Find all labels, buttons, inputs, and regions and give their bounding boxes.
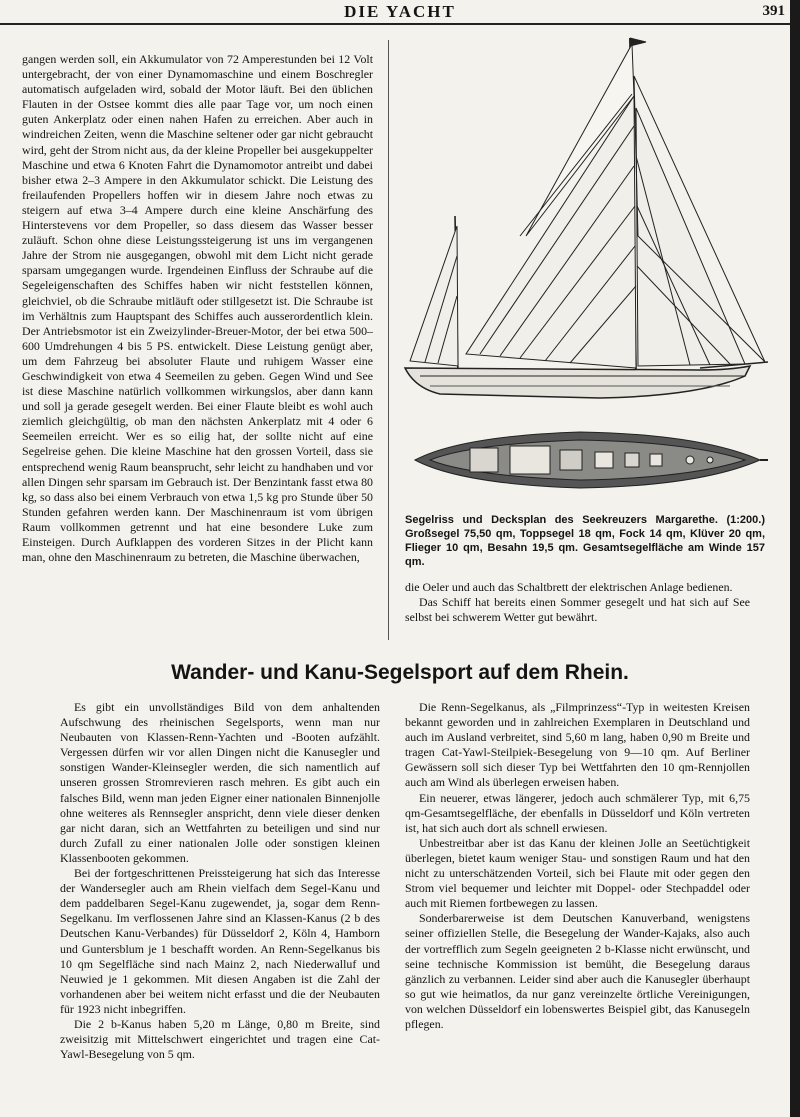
paragraph: Ein neuerer, etwas längerer, jedoch auch schmälerer Typ, mit 6,75 qm-Gesamtsegelfläche, der ebenfalls in Düsseldorf und Köln vertreten ist, hat sich auch dort als schnell erwiesen. <box>405 790 750 835</box>
article-title: Wander- und Kanu-Segelsport auf dem Rhein. <box>171 661 629 684</box>
article-right-column <box>405 700 750 1032</box>
column-divider <box>388 40 389 640</box>
scan-edge <box>790 0 800 1117</box>
paragraph: Unbestreitbar aber ist das Kanu der kleinen Jolle an Seetüchtigkeit überlegen, bietet kaum weniger Stau- und sonstigen Raum und hat den nicht zu unterschätzenden Vorteil, sich bei Flaute mit oder gegen den Strom viel bequemer und leichter mit Doppel- oder Stechpaddel oder auch mit Riemen fortbewegen zu lassen. <box>405 835 750 911</box>
sail-plan <box>400 36 770 406</box>
paragraph: die Oeler und auch das Schaltbrett der elektrischen Anlage bedienen. <box>405 580 733 594</box>
caption-scale: (1:200.) <box>726 514 765 526</box>
paragraph: Das Schiff hat bereits einen Sommer gesegelt und hat sich auf See selbst bei schwerem Wetter gut bewährt. <box>405 595 750 625</box>
paragraph: Sonderbarerweise ist dem Deutschen Kanuverband, wenigstens seiner offiziellen Stelle, die Besegelung der Wander-Kajaks, also auch der vortrefflich zum Segeln geeigneten 2 b-Klasse nicht erwünscht, und seine technische Kommission ist bemüht, die Besegelung daraus gänzlich zu verbannen. Leider sind aber auch die Kanusegler überhaupt so gut wie heimatlos, da nur ganz vereinzelte örtliche Vereinigungen, von welchen Düsseldorf ein lobenswertes Beispiel gibt, das Kanusegeln pflegen. <box>405 911 750 1031</box>
upper-right-column <box>405 580 750 625</box>
running-title: DIE YACHT <box>344 2 456 21</box>
paragraph: gangen werden soll, ein Akkumulator von 72 Amperestunden bei 12 Volt untergebracht, der von einer Dynamomaschine und einem Boschregler automatisch aufgeladen wird, sobald der Motor läuft. Bei den üblichen Flauten in der Ostsee kommt dies alle paar Tage vor, um noch einen guten Ankerplatz oder einen nahen Hafen zu erreichen. Aber auch in windreichen Zeiten, wenn die Maschine seltener oder gar nicht gebraucht wird, geht der Strom nicht aus, da der kleine Propeller bei ausgekuppelter Maschine und etwa 6 Knoten Fahrt die Dynamomotor antreibt und dabei bisher etwa 2–3 Ampere in den Akkumulator schickt. Die Leistung des freilaufenden Propellers hoffen wir in diesem Jahre noch etwas zu steigern auf etwa 3–4 Ampere durch eine kleine Anschärfung des Hinterstevens vor dem Propeller, so dass diesem das Wasser besser zuläuft. Schon ohne diese Leistungssteigerung ist uns im vergangenen Jahre der Strom nie ausgegangen, obwohl mit dem Licht nicht gerade sparsam umgegangen wurde. Irgendeinen Einfluss der Schraube auf die Segeleigenschaften des Schiffes haben wir nicht feststellen können, gleichviel, ob die Schraube mitläuft oder stillgesetzt ist. Die Schraube ist im Verhältnis zum Hauptspant des Schiffes auch ausserordentlich klein. Der Antriebsmotor ist ein Zweizylinder-Breuer-Motor, der bei etwa 500–600 Umdrehungen 4 bis 5 PS. entwickelt. Diese Leistung genügt aber, um dem Fahrzeug bei absoluter Flaute und ruhigem Wasser eine Geschwindigkeit von etwa 4 Seemeilen zu geben. Gegen Wind und See ist diese Maschine natürlich vollkommen wirkungslos, aber dann kann und soll ja gerade gesegelt werden. Bei einer Flaute bleibt es wohl auch ziemlich gleichgültig, ob man den nächsten Ankerplatz mit 4 oder 6 Seemeilen erreicht. Wer es so eilig hat, der sollte nicht auf eine Segelreise gehen. Die kleine Maschine hat den grossen Vorteil, dass sie entsprechend wenig Raum beansprucht, sehr leicht zu handhaben und vor allen Dingen sehr sparsam im Gebrauch ist. Der Benzintank fasst etwa 80 kg, so dass also bei einem Verbrauch von etwa 1,5 kg pro Stunde über 50 Stunden gefahren werden kann. Der Maschinenraum ist vom übrigen Raum vollkommen getrennt und hat eine besondere Luke zum Einsteigen. Durch Aufklappen des vorderen Sitzes in der Plicht kann man, ohne den Maschinenraum zu betreten, die Maschine überwachen, <box>22 52 373 565</box>
article-left-column <box>60 700 380 1062</box>
paragraph: Die 2 b-Kanus haben 5,20 m Länge, 0,80 m Breite, sind zweisitzig mit Mittelschwert eingerichtet und tragen eine Cat-Yawl-Besegelung von 5 qm. <box>60 1016 380 1062</box>
upper-left-column <box>22 52 373 565</box>
header-rule <box>0 23 800 25</box>
paragraph: Die Renn-Segelkanus, als „Filmprinzess“-Typ in weitesten Kreisen bekannt geworden und in zahlreichen Exemplaren in Deutschland und auch im Ausland verbreitet, sind 5,60 m lang, haben 0,90 m Breite und tragen Cat-Yawl-Steilpiek-Besegelung von 9—10 qm. Auf Berliner Gewässern soll sich dieser Typ bei Wettfahrten den 10 qm-Rennjollen auch am Wind als überlegen erweisen haben. <box>405 700 750 790</box>
deck-plan <box>415 432 768 488</box>
paragraph: Es gibt ein unvollständiges Bild von dem anhaltenden Aufschwung des rheinischen Segelsports, wenn man nur Neubauten von Klassen-Renn-Yachten und -Booten aufzählt. Vergessen dürfen wir vor allen Dingen nicht die Kanusegler und sonstigen Wander-Kleinsegler werden, die sich namentlich auf unseren grossen Stromrevieren rasch mehren. Es gibt auch ein falsches Bild, wenn man jeden Eigner einer nationalen Binnenjolle ohne weiteres als Rennsegler anspricht, denn viele dieser denken gar nicht daran, sich an Wettfahrten zu beteiligen und sind nur durch Zufall zu einer nationalen Jolle oder sonstigen kleinen Klassenbooten gekommen. <box>60 700 380 865</box>
paragraph: Bei der fortgeschrittenen Preissteigerung hat sich das Interesse der Wandersegler auch am Rhein vielfach dem Segel-Kanu und dem paddelbaren Segel-Kanu zugewendet, ja, sogar dem Renn-Segelkanu. Im verflossenen Jahre sind an Klassen-Kanus (2 b des Deutschen Kanu-Verbandes) für Düsseldorf 2, Köln 4, Hamborn und Guntersblum je 1 beschafft worden. An Renn-Segelkanus bis 10 qm Segelfläche sind nach Mainz 2, nach Niederwalluf und Neuwied je 1 gekommen. Mit diesen Angaben ist die Zahl der vorhandenen aber bei weitem nicht erfasst und die der Neubauten für 1923 nicht inbegriffen. <box>60 866 380 1016</box>
figure-caption <box>405 513 765 569</box>
sail-plan-figure <box>400 36 770 514</box>
caption-lead: Segelriss und Decksplan des Seekreuzers Margarethe. <box>405 514 718 526</box>
page-number: 391 <box>762 3 785 19</box>
caption-body: Großsegel 75,50 qm, Toppsegel 18 qm, Fock 14 qm, Klüver 20 qm, Flieger 10 qm, Besahn 19,5 qm. Gesamtsegelfläche am Winde 157 qm. <box>405 528 765 568</box>
